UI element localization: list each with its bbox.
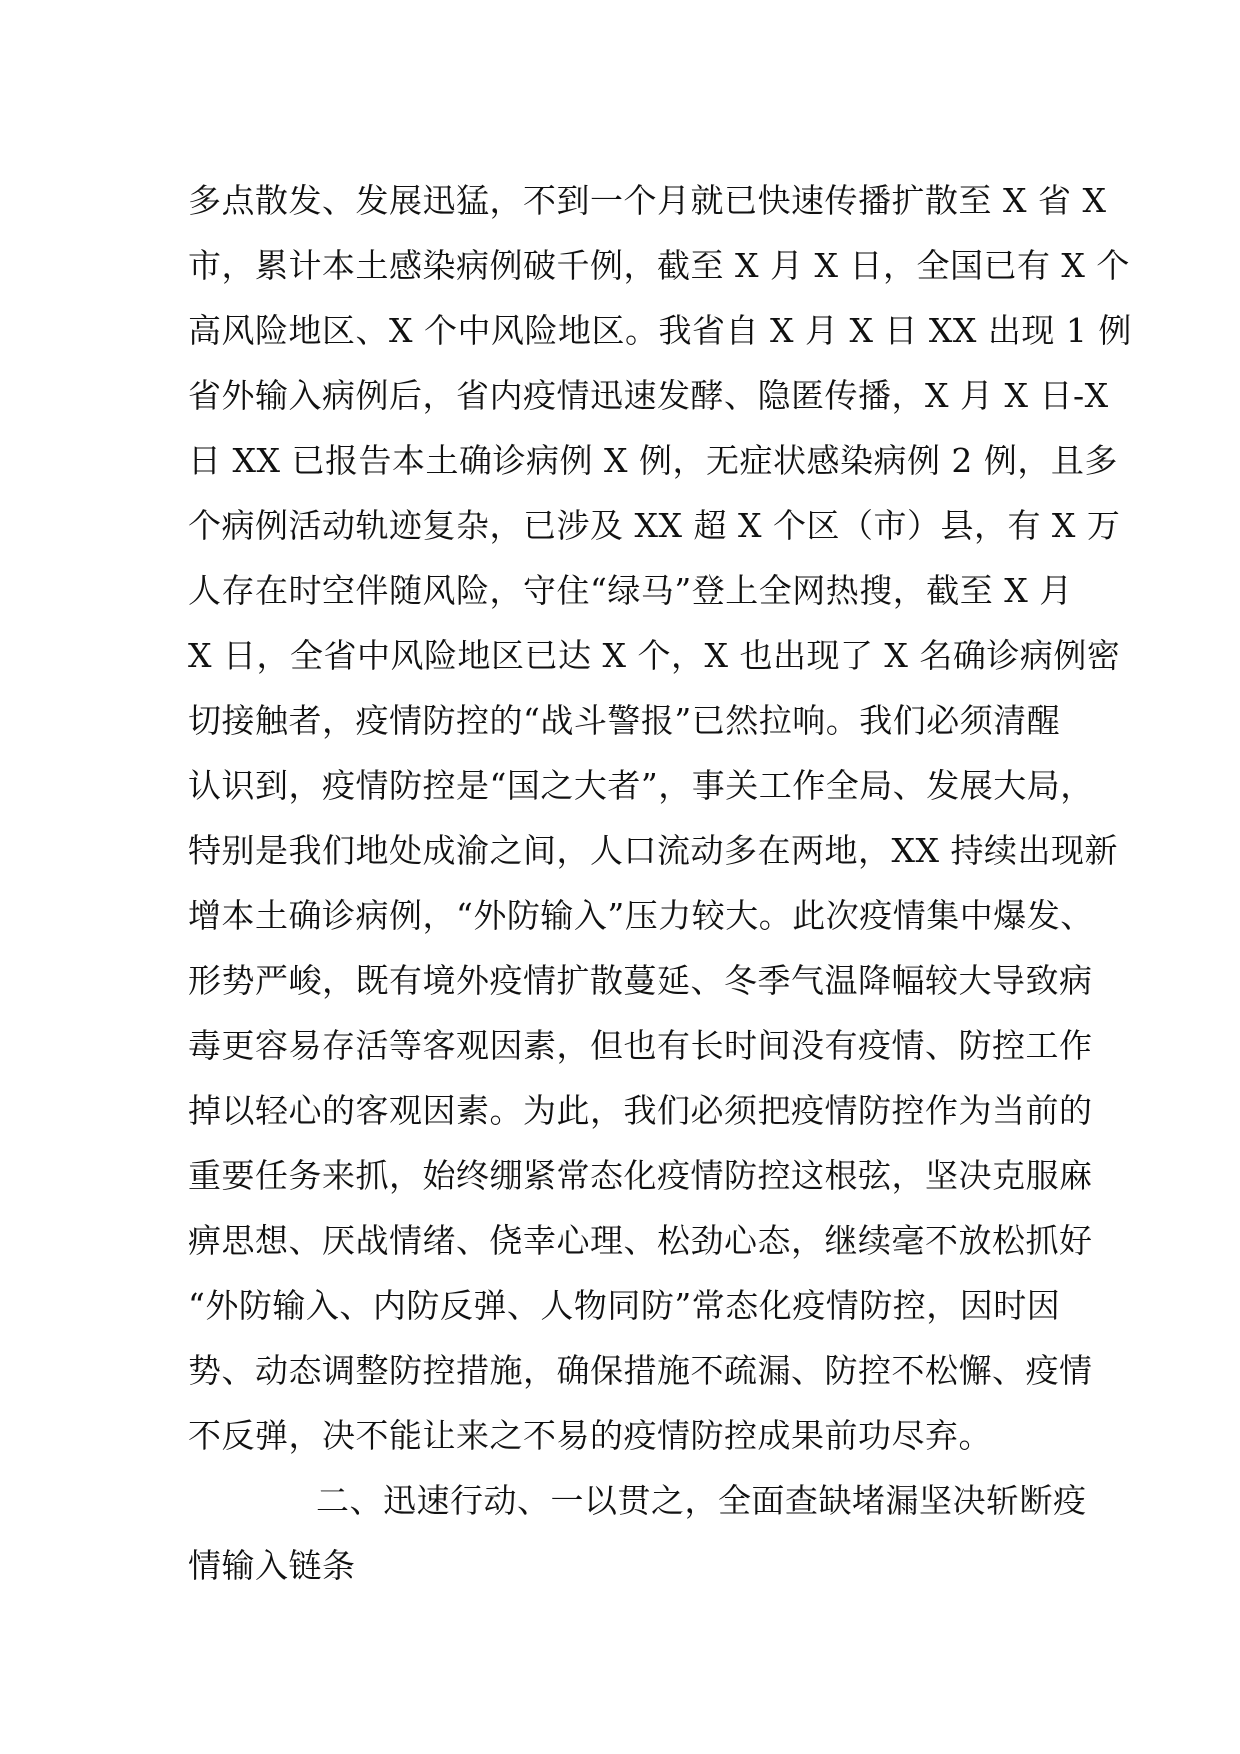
text-line: X 日，全省中风险地区已达 X 个，X 也出现了 X 名确诊病例密 bbox=[188, 636, 1121, 675]
text-line: 高风险地区、X 个中风险地区。我省自 X 月 X 日 XX 出现 1 例 bbox=[188, 311, 1132, 350]
text-line: 个病例活动轨迹复杂，已涉及 XX 超 X 个区（市）县，有 X 万 bbox=[188, 506, 1121, 545]
text-line: 认识到，疫情防控是“国之大者”，事关工作全局、发展大局， bbox=[188, 766, 1094, 805]
body-text bbox=[188, 168, 1132, 1598]
text-line: 毒更容易存活等客观因素，但也有长时间没有疫情、防控工作 bbox=[188, 1026, 1093, 1065]
section-heading-continued: 情输入链条 bbox=[188, 1546, 356, 1585]
text-line: 痹思想、厌战情绪、侥幸心理、松劲心态，继续毫不放松抓好 bbox=[188, 1221, 1093, 1260]
text-line: “外防输入、内防反弹、人物同防”常态化疫情防控，因时因 bbox=[188, 1286, 1061, 1325]
text-line: 省外输入病例后，省内疫情迅速发酵、隐匿传播，X 月 X 日-X bbox=[188, 376, 1109, 415]
text-line: 增本土确诊病例，“外防输入”压力较大。此次疫情集中爆发、 bbox=[188, 896, 1094, 935]
text-line: 市，累计本土感染病例破千例，截至 X 月 X 日，全国已有 X 个 bbox=[188, 246, 1130, 285]
text-line: 特别是我们地处成渝之间，人口流动多在两地，XX 持续出现新 bbox=[188, 831, 1118, 870]
text-line: 人存在时空伴随风险，守住“绿马”登上全网热搜，截至 X 月 bbox=[188, 571, 1073, 610]
text-line: 重要任务来抓，始终绷紧常态化疫情防控这根弦，坚决克服麻 bbox=[188, 1156, 1093, 1195]
section-heading: 二、迅速行动、一以贯之，全面查缺堵漏坚决斩断疫 bbox=[316, 1481, 1087, 1520]
text-line: 日 XX 已报告本土确诊病例 X 例，无症状感染病例 2 例，且多 bbox=[188, 441, 1118, 480]
text-line: 势、动态调整防控措施，确保措施不疏漏、防控不松懈、疫情 bbox=[188, 1351, 1093, 1390]
text-line: 不反弹，决不能让来之不易的疫情防控成果前功尽弃。 bbox=[188, 1416, 992, 1455]
text-line: 多点散发、发展迅猛，不到一个月就已快速传播扩散至 X 省 X bbox=[188, 181, 1107, 220]
text-line: 掉以轻心的客观因素。为此，我们必须把疫情防控作为当前的 bbox=[188, 1091, 1093, 1130]
text-line: 切接触者，疫情防控的“战斗警报”已然拉响。我们必须清醒 bbox=[188, 701, 1061, 740]
text-line: 形势严峻，既有境外疫情扩散蔓延、冬季气温降幅较大导致病 bbox=[188, 961, 1093, 1000]
